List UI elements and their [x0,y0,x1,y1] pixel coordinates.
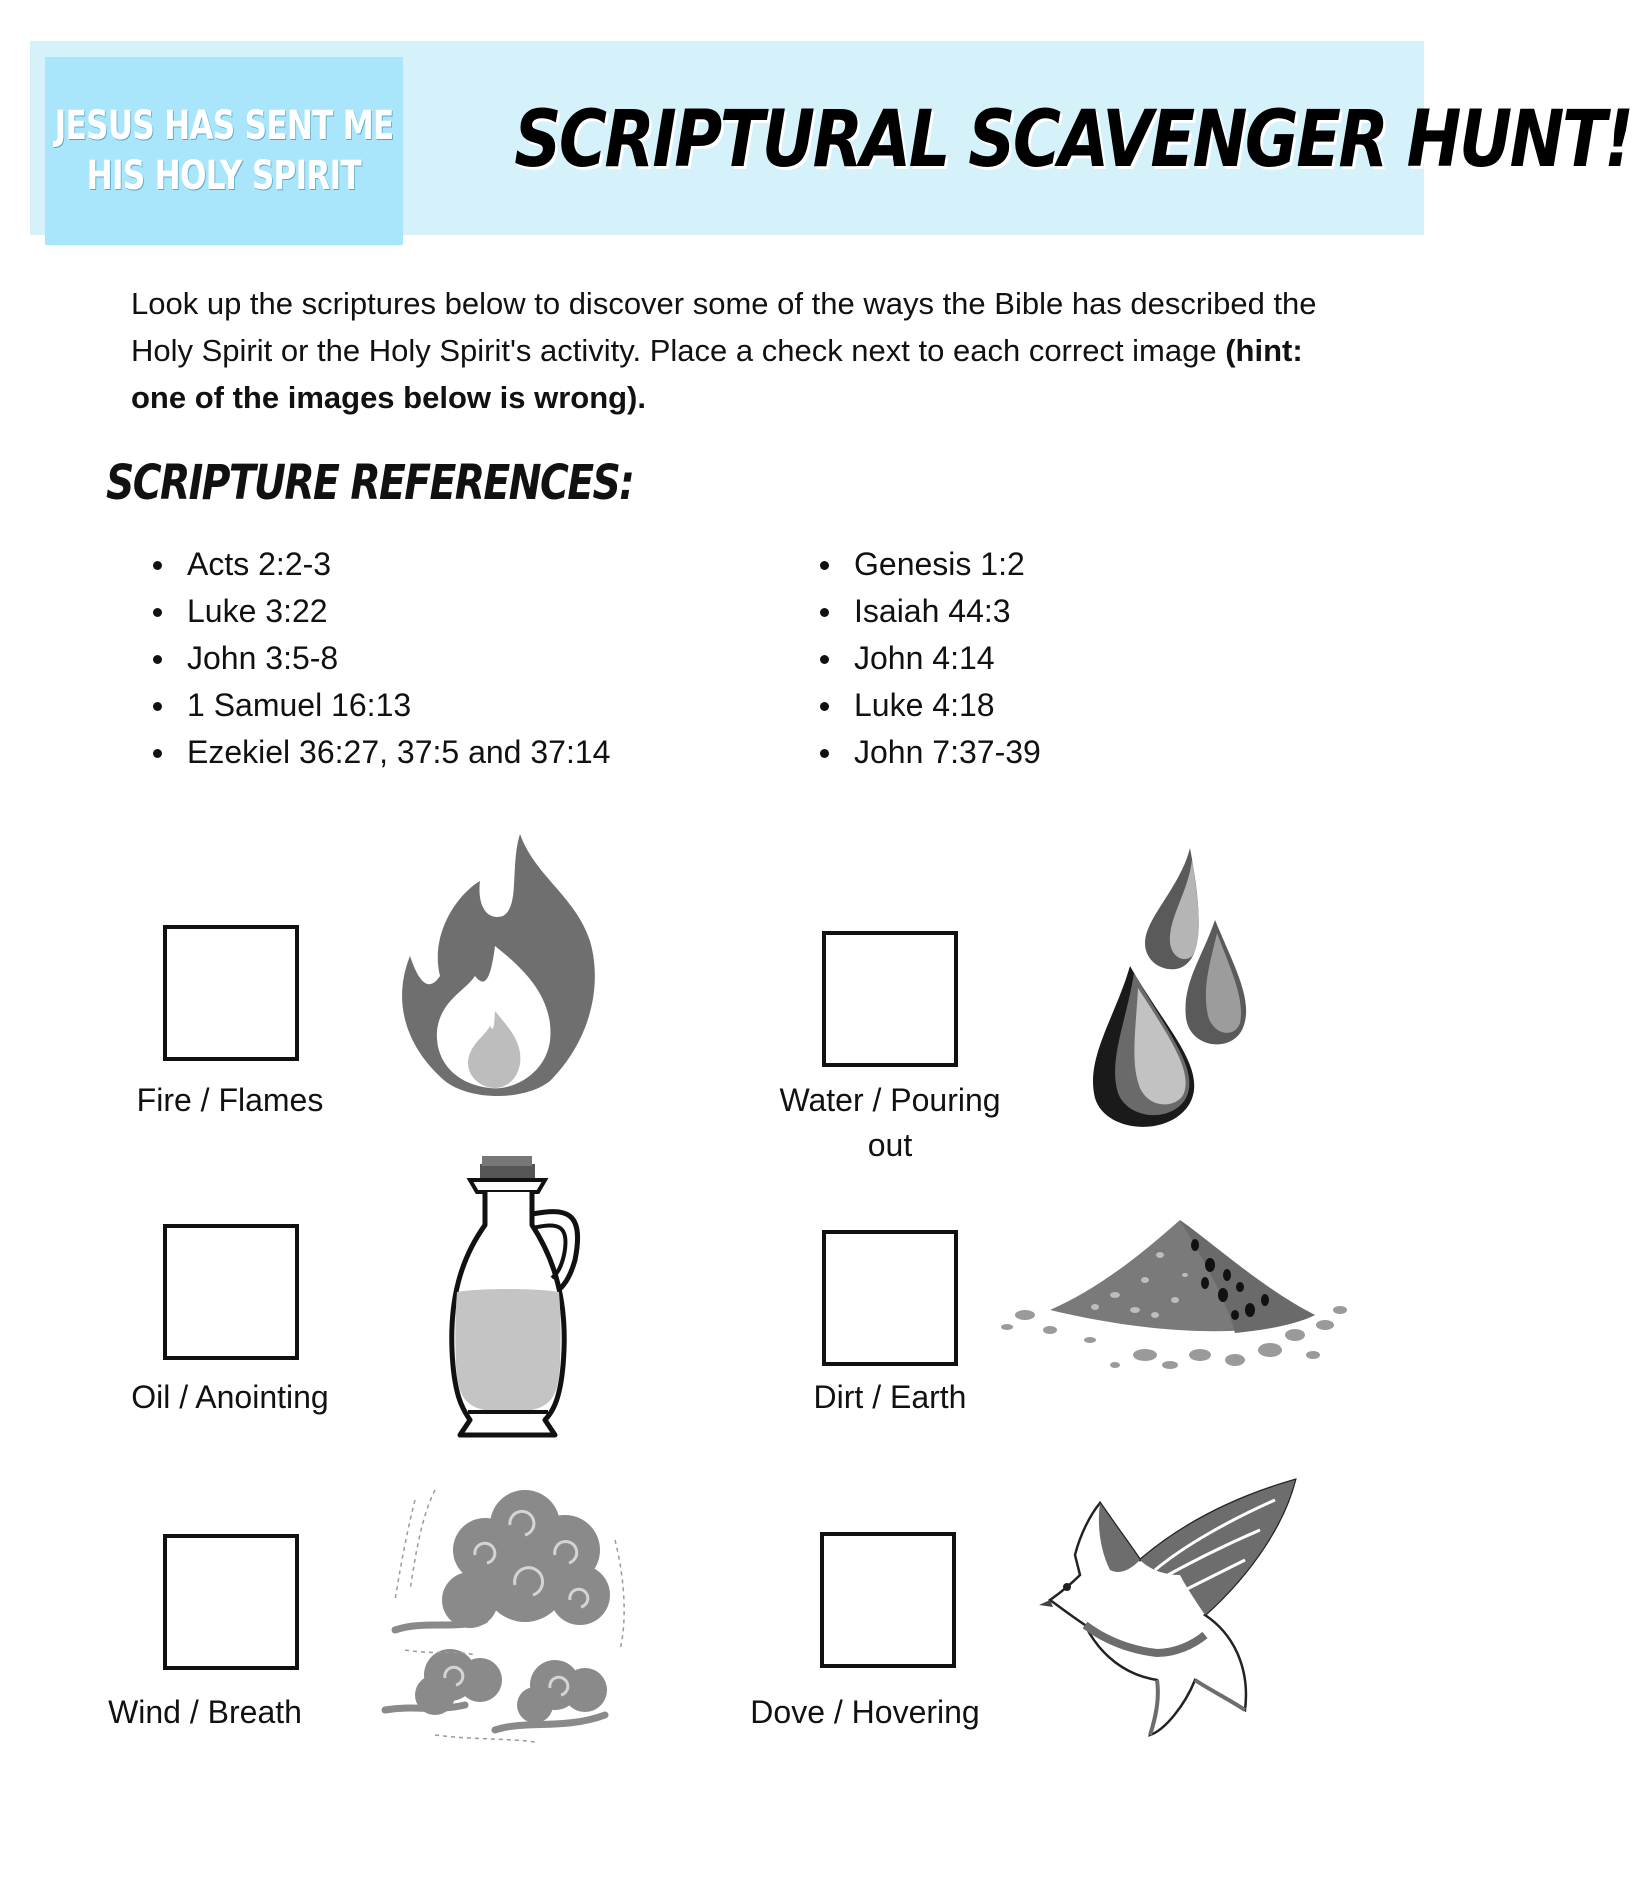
instructions-text: Look up the scriptures below to discover some of the ways the Bible has described the Holy Spirit or the Holy Spirit's activity. Place a check next to each correct image [131,286,1317,368]
reference-item: Genesis 1:2 [800,541,1041,588]
reference-item: Luke 3:22 [133,588,610,635]
dove-icon [1045,1475,1305,1740]
oil-checkbox[interactable] [163,1224,299,1360]
reference-item: Acts 2:2-3 [133,541,610,588]
reference-item: Isaiah 44:3 [800,588,1041,635]
reference-item: Luke 4:18 [800,682,1041,729]
reference-item: John 4:14 [800,635,1041,682]
water-checkbox[interactable] [822,931,958,1067]
badge-line-2: HIS HOLY SPIRIT [86,153,362,199]
wind-label: Wind / Breath [108,1694,302,1730]
oil-bottle-icon [440,1150,590,1440]
water-label: Water / Pouring out [779,1082,1001,1163]
reference-item: 1 Samuel 16:13 [133,682,610,729]
flame-icon [395,826,605,1101]
reference-item: Ezekiel 36:27, 37:5 and 37:14 [133,729,610,776]
page-title: SCRIPTURAL SCAVENGER HUNT! [514,95,1632,185]
dove-checkbox[interactable] [820,1532,956,1668]
fire-label: Fire / Flames [136,1082,324,1118]
theme-badge [45,57,403,245]
instructions-hint: (hint: one of the images below is wrong). [131,333,1303,415]
dirt-checkbox[interactable] [822,1230,958,1366]
fire-checkbox[interactable] [163,925,299,1061]
dirt-pile-icon [995,1215,1355,1385]
wind-checkbox[interactable] [163,1534,299,1670]
reference-item: John 3:5-8 [133,635,610,682]
oil-label: Oil / Anointing [131,1379,329,1415]
badge-line-1: JESUS HAS SENT ME [54,103,394,149]
reference-item: John 7:37-39 [800,729,1041,776]
dove-label: Dove / Hovering [750,1694,980,1730]
references-heading: SCRIPTURE REFERENCES: [106,455,634,511]
instructions [131,280,1331,421]
dirt-label: Dirt / Earth [813,1379,967,1415]
wind-clouds-icon [375,1480,635,1745]
water-drops-icon [1090,848,1260,1133]
references-left-list [133,541,610,776]
references-right-list [800,541,1041,776]
